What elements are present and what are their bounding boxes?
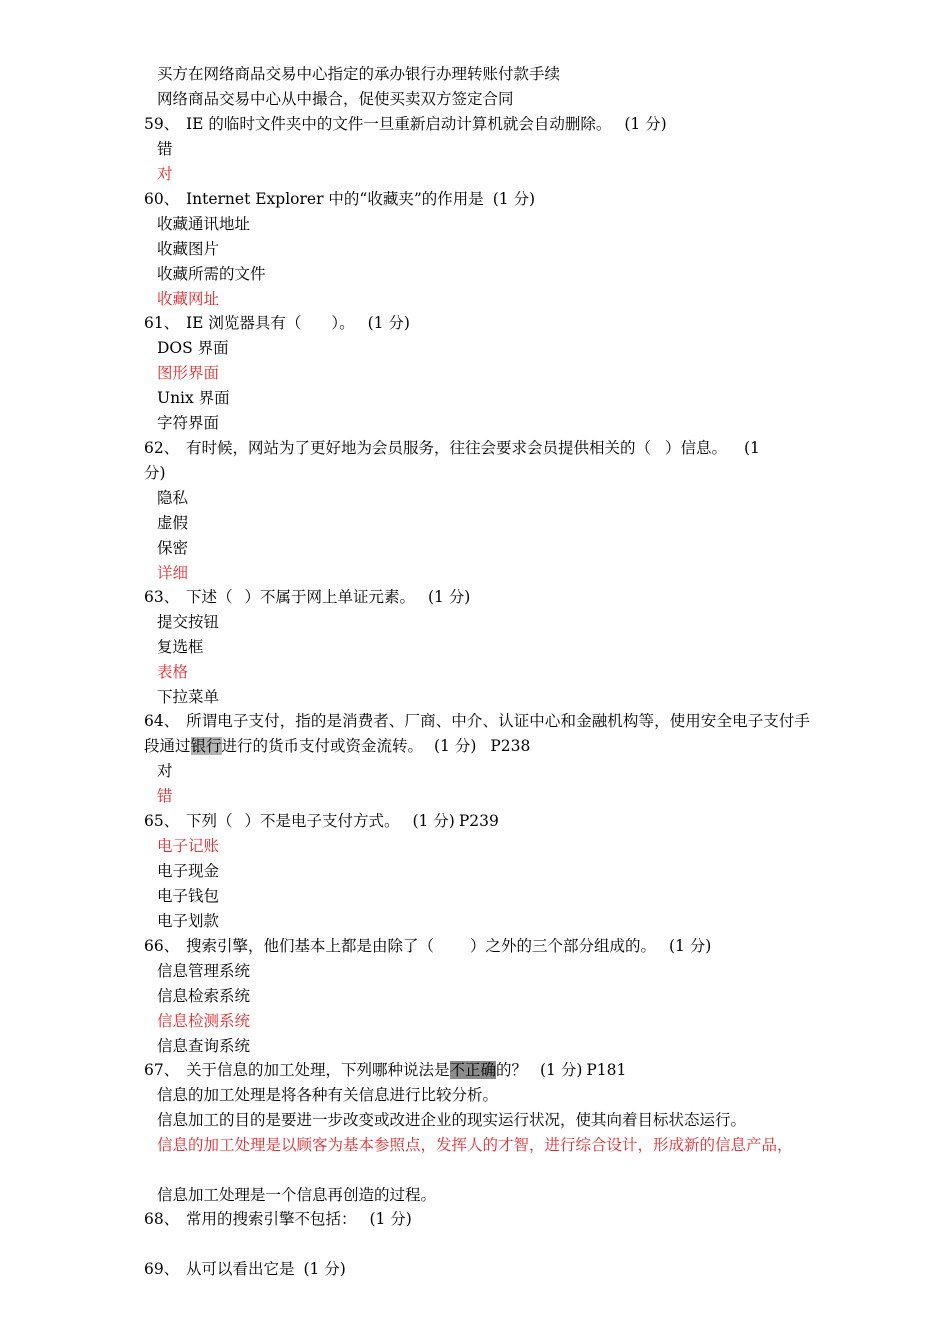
option: 虚假 (157, 514, 189, 532)
question-text: IE 的临时文件夹中的文件一旦重新启动计算机就会自动删除。 (186, 115, 612, 133)
question-number: 68、 (144, 1210, 180, 1228)
page-ref: P238 (490, 737, 531, 755)
question-number: 62、 (144, 439, 180, 457)
option: DOS 界面 (157, 339, 229, 357)
question-score: (1 分) (369, 1210, 412, 1228)
option: 隐私 (157, 489, 189, 507)
question-number: 66、 (144, 937, 180, 955)
question-score: (1 (743, 439, 760, 457)
question-68 (144, 1207, 810, 1232)
question-score: (1 分) (624, 115, 667, 133)
question-text: 所谓电子支付，指的是消费者、厂商、中介、认证中心和金融机构等，使用安全电子支付手段通过 (144, 712, 810, 755)
option: 电子划款 (157, 912, 220, 930)
question-64 (144, 709, 810, 759)
option: 复选框 (157, 638, 204, 656)
option-answer: 电子记账 (157, 837, 220, 855)
question-text: 搜索引擎，他们基本上都是由除了（ (186, 937, 435, 955)
highlighted-text: 不正确 (449, 1061, 497, 1079)
option: 错 (157, 140, 173, 158)
option: 信息的加工处理是将各种有关信息进行比较分析。 (157, 1086, 499, 1104)
page-ref: P239 (458, 812, 499, 830)
option: 信息检索系统 (157, 987, 251, 1005)
question-text: IE 浏览器具有（ (186, 314, 302, 332)
question-text: 下列（ (186, 812, 233, 830)
question-text-end: ）之外的三个部分组成的。 (470, 937, 657, 955)
option: Unix 界面 (157, 389, 230, 407)
page-ref: P181 (586, 1061, 627, 1079)
question-66 (144, 934, 810, 959)
question-62 (144, 436, 810, 461)
question-number: 59、 (144, 115, 180, 133)
option: 收藏所需的文件 (157, 265, 266, 283)
option-answer: 错 (157, 787, 173, 805)
question-score: (1 分) (539, 1061, 583, 1079)
question-61 (144, 311, 810, 336)
question-score: (1 分) (668, 937, 712, 955)
question-text: Internet Explorer 中的“收藏夹”的作用是 (186, 190, 484, 208)
option-line: 买方在网络商品交易中心指定的承办银行办理转账付款手续 (157, 65, 561, 83)
question-59 (144, 112, 810, 137)
question-text: 从可以看出它是 (186, 1260, 295, 1278)
option: 电子现金 (157, 862, 220, 880)
question-number: 61、 (144, 314, 180, 332)
option: 下拉菜单 (157, 688, 220, 706)
question-score: (1 分) (303, 1260, 346, 1278)
question-number: 65、 (144, 812, 180, 830)
question-text-end: ）不属于网上单证元素。 (244, 588, 416, 606)
option-answer: 详细 (157, 564, 189, 582)
option: 电子钱包 (157, 887, 220, 905)
question-63 (144, 585, 810, 610)
option: 收藏图片 (157, 240, 220, 258)
question-text-end: ）信息。 (665, 439, 728, 457)
option-answer: 收藏网址 (157, 290, 220, 308)
highlighted-text: 银行 (190, 737, 222, 755)
question-number: 69、 (144, 1260, 180, 1278)
question-score: (1 分) (433, 737, 477, 755)
option-answer: 对 (157, 165, 173, 183)
option: 提交按钮 (157, 613, 220, 631)
question-score: (1 分) (427, 588, 471, 606)
question-score: (1 分) (412, 812, 455, 830)
question-text-end: ）不是电子支付方式。 (244, 812, 400, 830)
question-number: 67、 (144, 1061, 180, 1079)
option-answer: 表格 (157, 663, 189, 681)
question-score: (1 分) (367, 314, 410, 332)
question-text-end: 进行的货币支付或资金流转。 (221, 737, 424, 755)
option-answer: 信息的加工处理是以顾客为基本参照点，发挥人的才智，进行综合设计，形成新的信息产品， (157, 1136, 793, 1154)
question-text: 常用的搜索引擎不包括： (186, 1210, 357, 1228)
option-answer: 信息检测系统 (157, 1012, 251, 1030)
option: 信息加工处理是一个信息再创造的过程。 (157, 1186, 437, 1204)
question-69 (144, 1257, 810, 1282)
option-answer: 图形界面 (157, 364, 220, 382)
option: 信息查询系统 (157, 1037, 251, 1055)
question-number: 64、 (144, 712, 180, 730)
question-text: 关于信息的加工处理，下列哪种说法是 (186, 1061, 450, 1079)
question-score-cont: 分) (144, 464, 166, 482)
option: 保密 (157, 539, 189, 557)
question-60 (144, 187, 810, 212)
question-text-end: 的？ (496, 1061, 528, 1079)
option: 信息管理系统 (157, 962, 251, 980)
question-text-end: ）。 (331, 314, 355, 332)
question-text: 下述（ (186, 588, 233, 606)
question-number: 60、 (144, 190, 180, 208)
option: 字符界面 (157, 414, 220, 432)
option-line: 网络商品交易中心从中撮合，促使买卖双方签定合同 (157, 90, 514, 108)
option: 对 (157, 762, 173, 780)
option: 收藏通讯地址 (157, 215, 251, 233)
question-65 (144, 809, 810, 834)
question-score: (1 分) (492, 190, 536, 208)
option: 信息加工的目的是要进一步改变或改进企业的现实运行状况，使其向着目标状态运行。 (157, 1111, 747, 1129)
question-number: 63、 (144, 588, 180, 606)
question-67 (144, 1058, 810, 1083)
question-text: 有时候，网站为了更好地为会员服务，往往会要求会员提供相关的（ (186, 439, 652, 457)
